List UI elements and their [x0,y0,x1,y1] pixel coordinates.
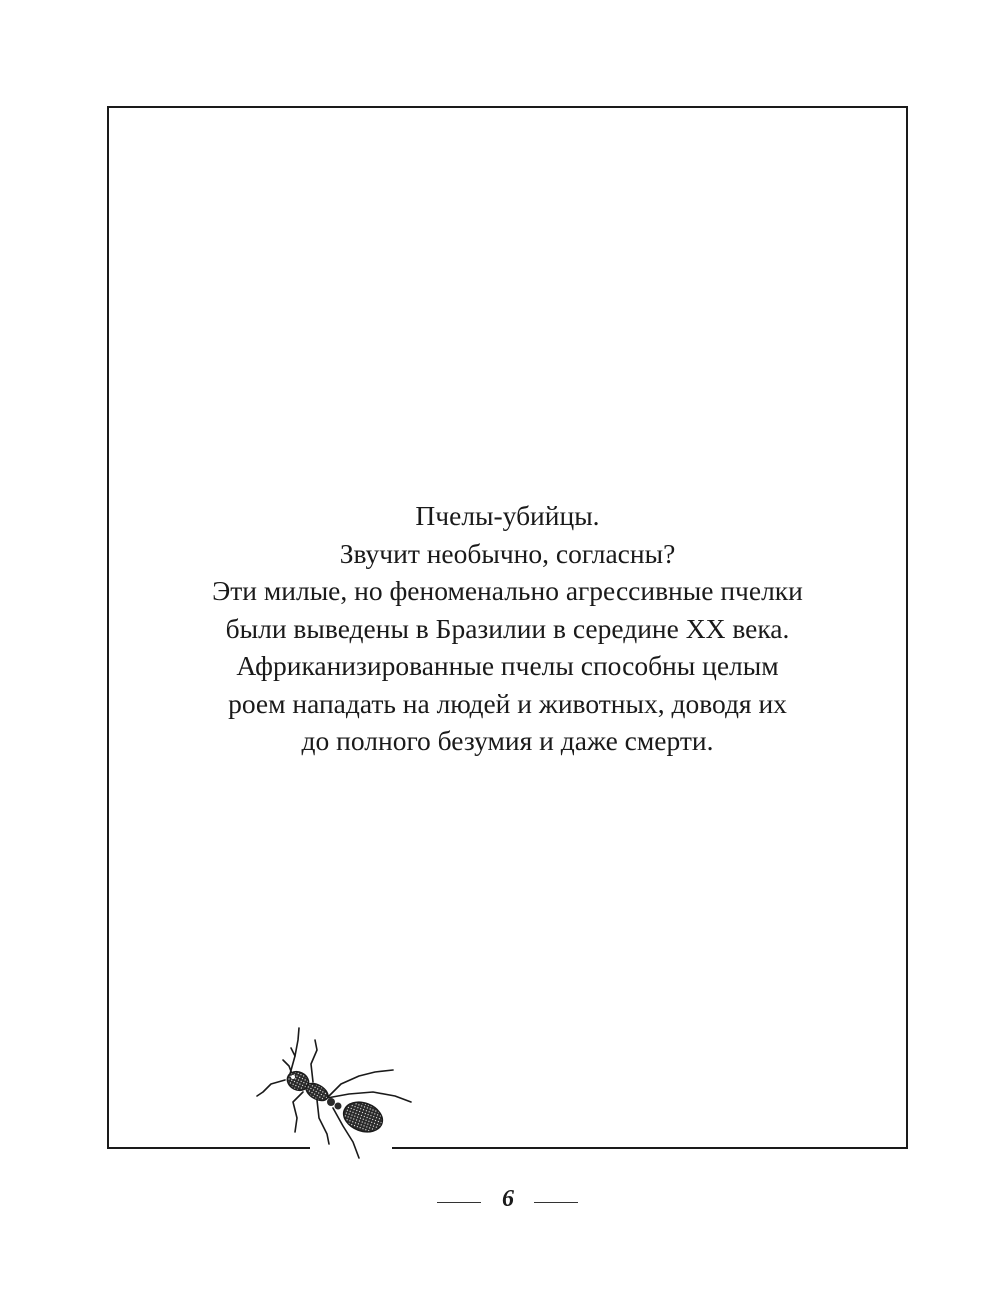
body-text [107,497,908,760]
text-line-6: роем нападать на людей и животных, доводя их [228,687,787,719]
text-line-2: Звучит необычно, согласны? [339,537,676,569]
text-line-1: Пчелы-убийцы. [415,500,600,531]
text-line-4: были выведены в Бразилии в середине XX века. [225,612,790,644]
text-line-5: Африканизированные пчелы способны целым [236,650,779,681]
page-number: 6 [502,1186,514,1212]
footer-rule-right [534,1202,578,1203]
footer-rule-left [437,1202,481,1203]
page-footer [0,1184,986,1220]
text-line-7: до полного безумия и даже смерти. [301,725,714,756]
text-line-3: Эти милые, но феноменально агрессивные пчелки [212,575,803,606]
ant-icon [255,1022,420,1167]
